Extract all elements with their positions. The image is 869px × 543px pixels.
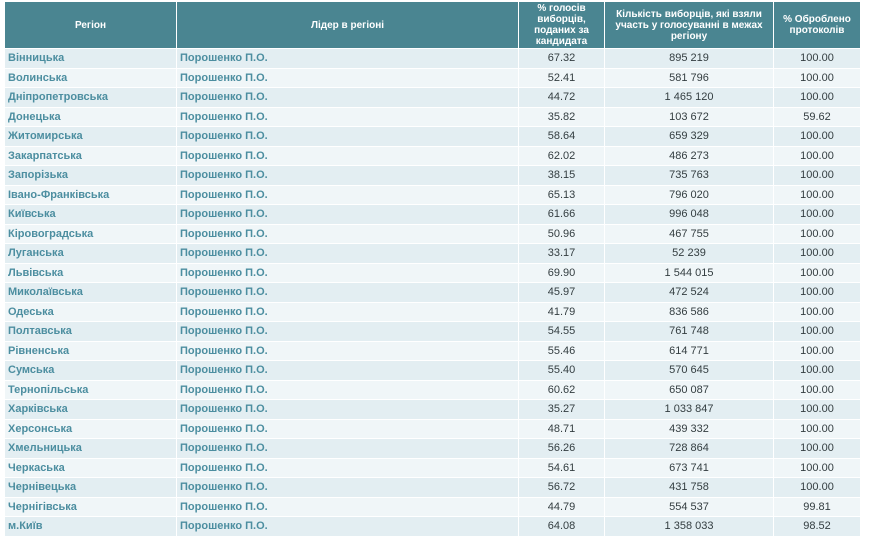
region-link[interactable]: Закарпатська [5, 147, 176, 166]
leader-name: Порошенко П.О. [177, 517, 518, 536]
voters-count-cell: 581 796 [605, 69, 773, 88]
percent-votes-cell: 54.55 [519, 322, 604, 341]
table-row [5, 69, 860, 88]
table-row [5, 342, 860, 361]
region-link[interactable]: Київська [5, 205, 176, 224]
voters-count-cell: 761 748 [605, 322, 773, 341]
region-link[interactable]: Одеська [5, 303, 176, 322]
header-voters: Кількість виборців, які взяли участь у голосуванні в межах регіону [605, 2, 773, 48]
region-link[interactable]: Дніпропетровська [5, 88, 176, 107]
processed-percent-cell: 100.00 [774, 381, 860, 400]
region-link[interactable]: Кіровоградська [5, 225, 176, 244]
leader-name: Порошенко П.О. [177, 264, 518, 283]
voters-count-cell: 467 755 [605, 225, 773, 244]
percent-votes-cell: 33.17 [519, 244, 604, 263]
voters-count-cell: 486 273 [605, 147, 773, 166]
processed-percent-cell: 100.00 [774, 478, 860, 497]
voters-count-cell: 659 329 [605, 127, 773, 146]
table-row [5, 459, 860, 478]
table-row [5, 205, 860, 224]
region-link[interactable]: Донецька [5, 108, 176, 127]
processed-percent-cell: 100.00 [774, 283, 860, 302]
leader-name: Порошенко П.О. [177, 498, 518, 517]
table-row [5, 517, 860, 536]
region-link[interactable]: Рівненська [5, 342, 176, 361]
processed-percent-cell: 100.00 [774, 49, 860, 68]
percent-votes-cell: 65.13 [519, 186, 604, 205]
percent-votes-cell: 38.15 [519, 166, 604, 185]
header-percent-votes: % голосів виборців, поданих за кандидата [519, 2, 604, 48]
processed-percent-cell: 59.62 [774, 108, 860, 127]
processed-percent-cell: 100.00 [774, 420, 860, 439]
voters-count-cell: 52 239 [605, 244, 773, 263]
leader-name: Порошенко П.О. [177, 459, 518, 478]
voters-count-cell: 673 741 [605, 459, 773, 478]
leader-name: Порошенко П.О. [177, 69, 518, 88]
voters-count-cell: 103 672 [605, 108, 773, 127]
table-row [5, 264, 860, 283]
percent-votes-cell: 52.41 [519, 69, 604, 88]
table-row [5, 49, 860, 68]
region-link[interactable]: м.Київ [5, 517, 176, 536]
leader-name: Порошенко П.О. [177, 49, 518, 68]
region-link[interactable]: Чернівецька [5, 478, 176, 497]
processed-percent-cell: 100.00 [774, 147, 860, 166]
leader-name: Порошенко П.О. [177, 88, 518, 107]
processed-percent-cell: 100.00 [774, 303, 860, 322]
table-row [5, 400, 860, 419]
table-row [5, 166, 860, 185]
percent-votes-cell: 67.32 [519, 49, 604, 68]
percent-votes-cell: 55.46 [519, 342, 604, 361]
processed-percent-cell: 100.00 [774, 69, 860, 88]
processed-percent-cell: 100.00 [774, 205, 860, 224]
processed-percent-cell: 99.81 [774, 498, 860, 517]
table-row [5, 88, 860, 107]
processed-percent-cell: 100.00 [774, 322, 860, 341]
percent-votes-cell: 58.64 [519, 127, 604, 146]
processed-percent-cell: 100.00 [774, 459, 860, 478]
voters-count-cell: 728 864 [605, 439, 773, 458]
region-link[interactable]: Львівська [5, 264, 176, 283]
region-link[interactable]: Черкаська [5, 459, 176, 478]
region-link[interactable]: Тернопільська [5, 381, 176, 400]
leader-name: Порошенко П.О. [177, 127, 518, 146]
voters-count-cell: 1 358 033 [605, 517, 773, 536]
percent-votes-cell: 60.62 [519, 381, 604, 400]
percent-votes-cell: 69.90 [519, 264, 604, 283]
election-results-table [4, 1, 861, 537]
table-row [5, 478, 860, 497]
header-leader: Лідер в регіоні [177, 2, 518, 48]
leader-name: Порошенко П.О. [177, 147, 518, 166]
voters-count-cell: 1 465 120 [605, 88, 773, 107]
percent-votes-cell: 61.66 [519, 205, 604, 224]
voters-count-cell: 996 048 [605, 205, 773, 224]
region-link[interactable]: Луганська [5, 244, 176, 263]
region-link[interactable]: Полтавська [5, 322, 176, 341]
table-row [5, 420, 860, 439]
leader-name: Порошенко П.О. [177, 400, 518, 419]
percent-votes-cell: 50.96 [519, 225, 604, 244]
leader-name: Порошенко П.О. [177, 439, 518, 458]
percent-votes-cell: 44.72 [519, 88, 604, 107]
processed-percent-cell: 100.00 [774, 342, 860, 361]
leader-name: Порошенко П.О. [177, 420, 518, 439]
region-link[interactable]: Івано-Франківська [5, 186, 176, 205]
leader-name: Порошенко П.О. [177, 342, 518, 361]
table-row [5, 381, 860, 400]
voters-count-cell: 735 763 [605, 166, 773, 185]
leader-name: Порошенко П.О. [177, 283, 518, 302]
processed-percent-cell: 100.00 [774, 127, 860, 146]
voters-count-cell: 431 758 [605, 478, 773, 497]
region-link[interactable]: Запорізька [5, 166, 176, 185]
percent-votes-cell: 64.08 [519, 517, 604, 536]
percent-votes-cell: 56.26 [519, 439, 604, 458]
region-link[interactable]: Херсонська [5, 420, 176, 439]
voters-count-cell: 570 645 [605, 361, 773, 380]
voters-count-cell: 472 524 [605, 283, 773, 302]
region-link[interactable]: Миколаївська [5, 283, 176, 302]
voters-count-cell: 895 219 [605, 49, 773, 68]
processed-percent-cell: 100.00 [774, 264, 860, 283]
table-row [5, 322, 860, 341]
leader-name: Порошенко П.О. [177, 225, 518, 244]
table-row [5, 186, 860, 205]
table-row [5, 439, 860, 458]
voters-count-cell: 1 544 015 [605, 264, 773, 283]
table-row [5, 127, 860, 146]
percent-votes-cell: 41.79 [519, 303, 604, 322]
table-body [5, 49, 860, 536]
leader-name: Порошенко П.О. [177, 244, 518, 263]
processed-percent-cell: 100.00 [774, 361, 860, 380]
percent-votes-cell: 35.27 [519, 400, 604, 419]
processed-percent-cell: 98.52 [774, 517, 860, 536]
voters-count-cell: 614 771 [605, 342, 773, 361]
table-row [5, 283, 860, 302]
leader-name: Порошенко П.О. [177, 381, 518, 400]
percent-votes-cell: 62.02 [519, 147, 604, 166]
percent-votes-cell: 45.97 [519, 283, 604, 302]
leader-name: Порошенко П.О. [177, 303, 518, 322]
voters-count-cell: 439 332 [605, 420, 773, 439]
processed-percent-cell: 100.00 [774, 225, 860, 244]
table-row [5, 108, 860, 127]
table-row [5, 498, 860, 517]
table-row [5, 225, 860, 244]
table-row [5, 147, 860, 166]
region-link[interactable]: Вінницька [5, 49, 176, 68]
leader-name: Порошенко П.О. [177, 108, 518, 127]
region-link[interactable]: Чернігівська [5, 498, 176, 517]
region-link[interactable]: Харківська [5, 400, 176, 419]
leader-name: Порошенко П.О. [177, 322, 518, 341]
leader-name: Порошенко П.О. [177, 186, 518, 205]
region-link[interactable]: Житомирська [5, 127, 176, 146]
processed-percent-cell: 100.00 [774, 166, 860, 185]
voters-count-cell: 1 033 847 [605, 400, 773, 419]
region-link[interactable]: Хмельницька [5, 439, 176, 458]
leader-name: Порошенко П.О. [177, 478, 518, 497]
leader-name: Порошенко П.О. [177, 361, 518, 380]
processed-percent-cell: 100.00 [774, 244, 860, 263]
region-link[interactable]: Сумська [5, 361, 176, 380]
percent-votes-cell: 55.40 [519, 361, 604, 380]
region-link[interactable]: Волинська [5, 69, 176, 88]
header-region: Регіон [5, 2, 176, 48]
table-header-row [5, 2, 860, 48]
voters-count-cell: 836 586 [605, 303, 773, 322]
table-row [5, 244, 860, 263]
percent-votes-cell: 44.79 [519, 498, 604, 517]
processed-percent-cell: 100.00 [774, 186, 860, 205]
percent-votes-cell: 54.61 [519, 459, 604, 478]
percent-votes-cell: 48.71 [519, 420, 604, 439]
percent-votes-cell: 35.82 [519, 108, 604, 127]
table-row [5, 303, 860, 322]
header-processed: % Оброблено протоколів [774, 2, 860, 48]
percent-votes-cell: 56.72 [519, 478, 604, 497]
voters-count-cell: 796 020 [605, 186, 773, 205]
processed-percent-cell: 100.00 [774, 88, 860, 107]
table-row [5, 361, 860, 380]
voters-count-cell: 554 537 [605, 498, 773, 517]
voters-count-cell: 650 087 [605, 381, 773, 400]
leader-name: Порошенко П.О. [177, 205, 518, 224]
processed-percent-cell: 100.00 [774, 400, 860, 419]
leader-name: Порошенко П.О. [177, 166, 518, 185]
processed-percent-cell: 100.00 [774, 439, 860, 458]
